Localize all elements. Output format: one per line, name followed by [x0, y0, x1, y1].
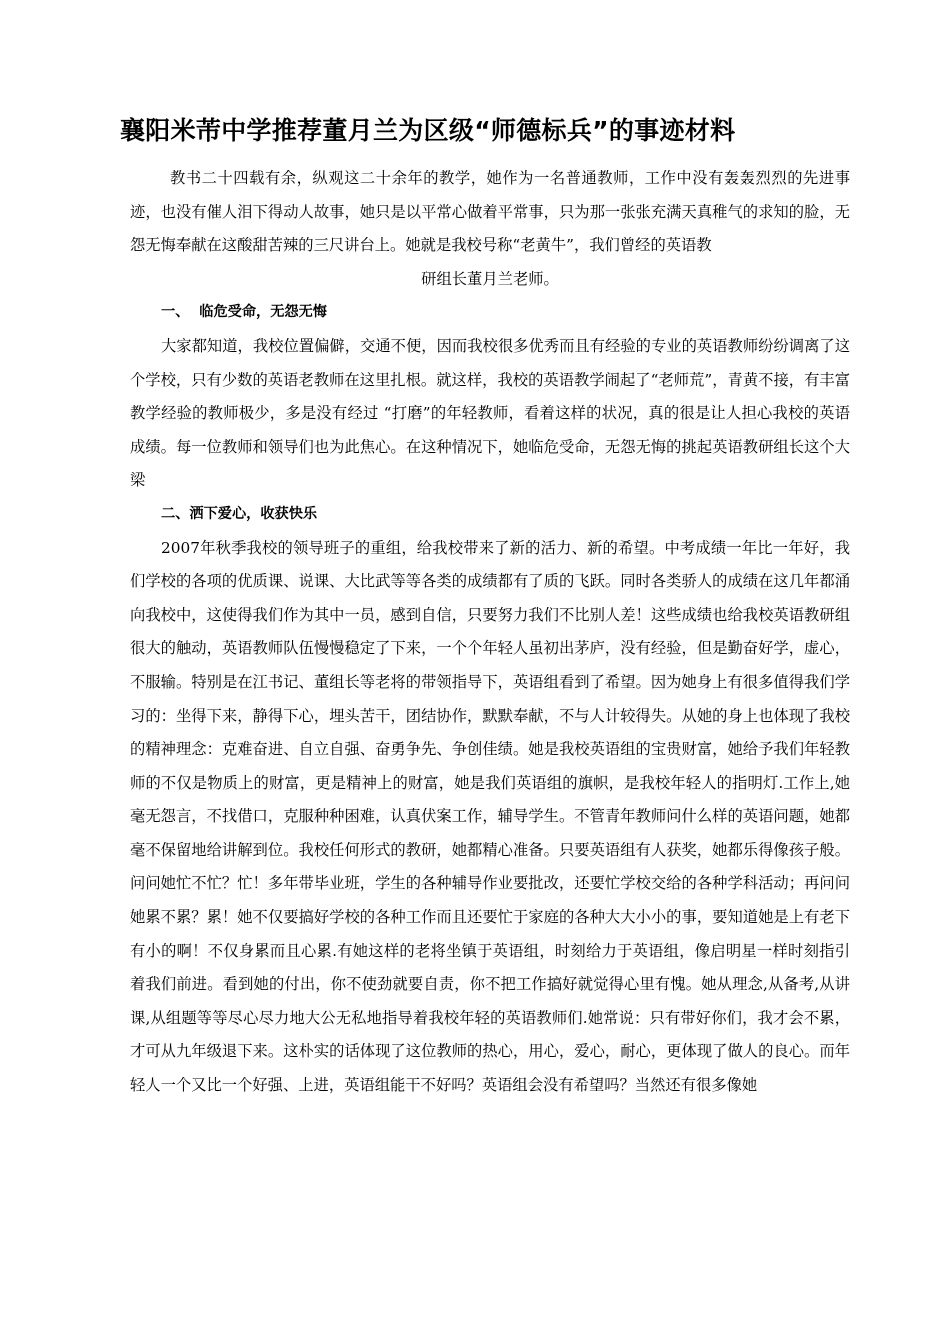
section-1-heading: 一、 临危受命，无怨无悔	[161, 304, 327, 321]
section-1-paragraph: 大家都知道，我校位置偏僻，交通不便，因而我校很多优秀而且有经验的专业的英语教师纷纷调离了这个学校，只有少数的英语老教师在这里扎根。就这样，我校的英语教学闹起了“老师荒”，青黄不接，有丰富教学经验的教师极少，多是没有经过 “打磨”的年轻教师，看着这样的状况，真的很是让人担心我校的英语成绩。每一位教师和领导们也为此焦心。在这种情况下，她临危受命，无怨无悔的挑起英语教研组长这个大梁	[130, 336, 850, 490]
section-2-paragraph: 2007年秋季我校的领导班子的重组，给我校带来了新的活力、新的希望。中考成绩一年比一年好，我们学校的各项的优质课、说课、大比武等等各类的成绩都有了质的飞跃。同时各类骄人的成绩在这几年都涌向我校中，这使得我们作为其中一员，感到自信，只要努力我们不比别人差！这些成绩也给我校英语教研组很大的触动，英语教师队伍慢慢稳定了下来，一个个年轻人虽初出茅庐，没有经验，但是勤奋好学，虚心，不服输。特别是在江书记、董组长等老将的带领指导下，英语组看到了希望。因为她身上有很多值得我们学习的：坐得下来，静得下心，埋头苦干，团结协作，默默奉献，不与人计较得失。从她的身上也体现了我校的精神理念：克难奋进、自立自强、奋勇争先、争创佳绩。她是我校英语组的宝贵财富，她给予我们年轻教师的不仅是物质上的财富，更是精神上的财富，她是我们英语组的旗帜，是我校年轻人的指明灯.工作上,她毫无怨言，不找借口，克服种种困难，认真伏案工作，辅导学生。不管青年教师问什么样的英语问题，她都毫不保留地给讲解到位。我校任何形式的教研，她都精心准备。只要英语组有人获奖，她都乐得像孩子般。问问她忙不忙？忙！多年带毕业班，学生的各种辅导作业要批改，还要忙学校交给的各种学科活动；再问问她累不累？累！她不仅要搞好学校的各种工作而且还要忙于家庭的各种大大小小的事，要知道她是上有老下有小的啊！不仅身累而且心累.有她这样的老将坐镇于英语组，时刻给力于英语组，像启明星一样时刻指引着我们前进。看到她的付出，你不使劲就要自责，你不把工作搞好就觉得心里有愧。她从理念,从备考,从讲课,从组题等等尽心尽力地大公无私地指导着我校年轻的英语教师们.她常说：只有带好你们，我才会不累，才可从九年级退下来。这朴实的话体现了这位教师的热心，用心，爱心，耐心，更体现了做人的良心。而年轻人一个又比一个好强、上进，英语组能干不好吗？英语组会没有希望吗？当然还有很多像她	[130, 538, 850, 1095]
intro-paragraph: 教书二十四载有余，纵观这二十余年的教学，她作为一名普通教师，工作中没有轰轰烈烈的先进事迹，也没有催人泪下得动人故事，她只是以平常心做着平常事，只为那一张张充满天真稚气的求知的脸，无怨无悔奉献在这酸甜苦辣的三尺讲台上。她就是我校号称“老黄牛”，我们曾经的英语教	[130, 169, 850, 255]
intro-paragraph-tail: 研组长董月兰老师。	[421, 269, 559, 288]
document-body	[130, 162, 850, 1103]
section-2-heading: 二、洒下爱心，收获快乐	[161, 505, 318, 522]
document-title: 襄阳米芾中学推荐董月兰为区级“师德标兵”的事迹材料	[120, 116, 736, 145]
